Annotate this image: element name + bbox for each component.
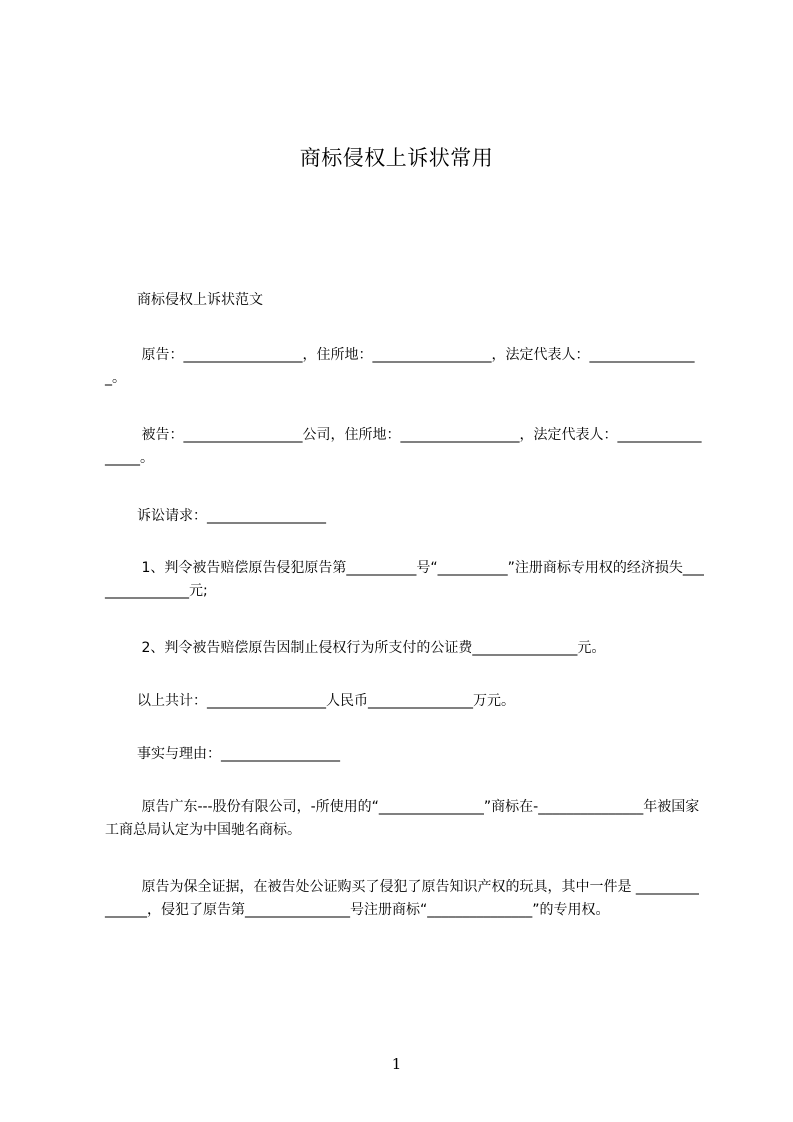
paragraph-facts-heading: 事实与理由：_________________ [137, 746, 340, 762]
paragraph-defendant: 被告：_________________公司，住所地：_________________，法定代表人：_________________。 [105, 427, 702, 466]
paragraph-subtitle: 商标侵权上诉状范文 [137, 292, 263, 308]
paragraph-plaintiff: 原告：_________________，住所地：_________________，法定代表人：________________。 [105, 347, 695, 386]
page-number: 1 [391, 1055, 402, 1073]
paragraph-fact-1: 原告广东---股份有限公司，-所使用的“_______________”商标在-_______________年被国家工商总局认定为中国驰名商标。 [105, 799, 700, 838]
paragraph-claims-heading: 诉讼请求：_________________ [137, 508, 326, 524]
paragraph-total: 以上共计：_________________人民币_______________万元。 [137, 693, 515, 709]
paragraph-claim-1: 1、判令被告赔偿原告侵犯原告第__________号“__________”注册商标专用权的经济损失_______________元; [105, 560, 704, 599]
page-title: 商标侵权上诉状常用 [299, 146, 494, 170]
paragraph-claim-2: 2、判令被告赔偿原告因制止侵权行为所支付的公证费_______________元。 [137, 640, 606, 656]
paragraph-fact-2: 原告为保全证据，在被告处公证购买了侵犯了原告知识产权的玩具，其中一件是 _______________，侵犯了原告第_______________号注册商标“_______________”的专用权。 [105, 879, 699, 918]
